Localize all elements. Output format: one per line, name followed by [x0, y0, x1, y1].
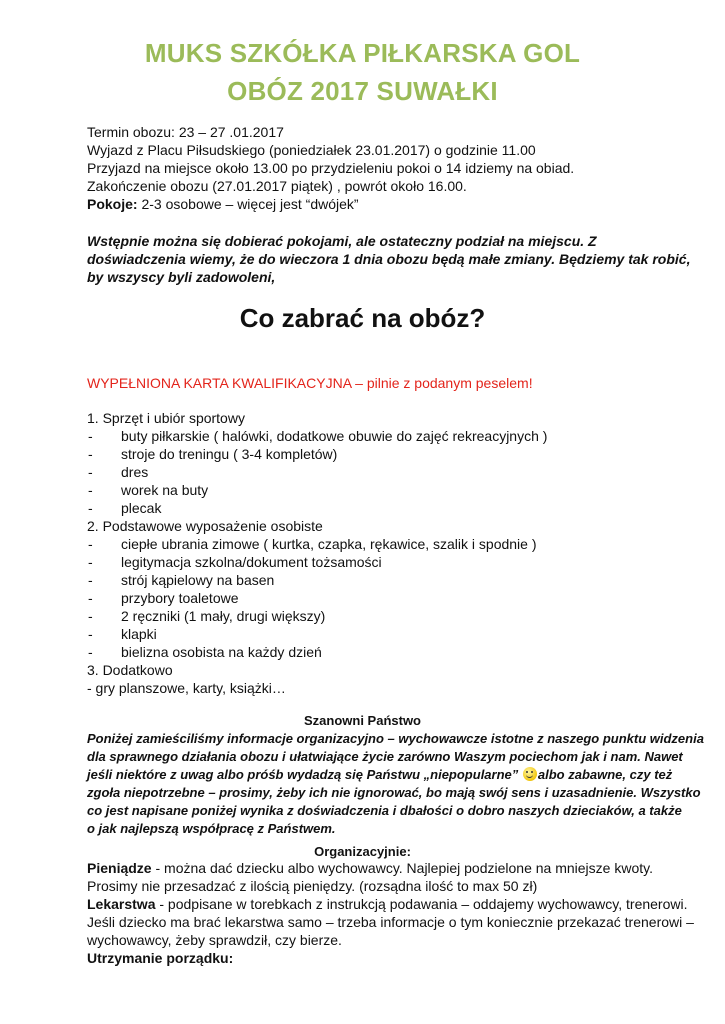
list-dash: -: [88, 590, 93, 606]
meds-label: Lekarstwa: [87, 896, 156, 912]
list-dash: -: [88, 626, 93, 642]
list-dash: -: [88, 482, 93, 498]
org-meds: [87, 896, 688, 913]
info-termin: Termin obozu: 23 – 27 .01.2017: [87, 124, 284, 140]
info-przyjazd: Przyjazd na miejsce około 13.00 po przydzieleniu pokoi o 14 idziemy na obiad.: [87, 160, 575, 176]
list-dash: -: [88, 446, 93, 462]
org-meds-2: Jeśli dziecko ma brać lekarstwa samo – trzeba informacje o tym koniecznie przekazać trenerowi –: [87, 914, 694, 930]
list-dash: -: [88, 644, 93, 660]
meds-text: - podpisane w torebkach z instrukcją podawania – oddajemy wychowawcy, trenerowi.: [155, 896, 688, 912]
list-item: przybory toaletowe: [121, 590, 239, 606]
card-notice: WYPEŁNIONA KARTA KWALIFIKACYJNA – pilnie z podanym peselem!: [87, 375, 533, 391]
list-dash: -: [88, 572, 93, 588]
letter-greeting: Szanowni Państwo: [303, 713, 421, 728]
letter-line-6: o jak najlepszą współpracę z Państwem.: [87, 821, 336, 836]
smiley-icon: [523, 767, 537, 781]
title-line-2: OBÓZ 2017 SUWAŁKI: [227, 76, 498, 106]
note-line-2: doświadczenia wiemy, że do wieczora 1 dnia obozu będą małe zmiany. Będziemy tak robić,: [87, 251, 691, 267]
list-item: klapki: [121, 626, 157, 642]
list-item: strój kąpielowy na basen: [121, 572, 275, 588]
org-money-2: Prosimy nie przesadzać z ilością pieniędzy. (rozsądna ilość to max 50 zł): [87, 878, 538, 894]
org-title: Organizacyjnie:: [314, 844, 411, 859]
list-item: dres: [121, 464, 149, 480]
org-order-label: Utrzymanie porządku:: [87, 950, 234, 966]
info-wyjazd: Wyjazd z Placu Piłsudskiego (poniedziałek 23.01.2017) o godzinie 11.00: [87, 142, 536, 158]
title-line-1: MUKS SZKÓŁKA PIŁKARSKA GOL: [144, 38, 581, 68]
list-item: stroje do treningu ( 3-4 kompletów): [121, 446, 338, 462]
list-item: 2 ręczniki (1 mały, drugi większy): [121, 608, 326, 624]
letter-line-3-start: jeśli niektóre z uwag albo próśb wydadzą się Państwu „niepopularne”: [87, 767, 522, 782]
list-dash: -: [88, 608, 93, 624]
list-item: bielizna osobista na każdy dzień: [121, 644, 322, 660]
list-item: ciepłe ubrania zimowe ( kurtka, czapka, rękawice, szalik i spodnie ): [121, 536, 537, 552]
note-line-1: Wstępnie można się dobierać pokojami, ale ostateczny podział na miejscu. Z: [87, 233, 597, 249]
list-dash: -: [88, 554, 93, 570]
section-sport-title: 1. Sprzęt i ubiór sportowy: [87, 410, 245, 426]
list-dash: -: [88, 428, 93, 444]
section-extra-item: - gry planszowe, karty, książki…: [87, 680, 286, 696]
letter-line-2: dla sprawnego działania obozu i ułatwiające życie zarówno Waszym pociechom jak i nam. Nawet: [87, 749, 683, 764]
note-line-3: by wszyscy byli zadowoleni,: [87, 269, 276, 285]
org-meds-3: wychowawcy, żeby sprawdził, czy bierze.: [87, 932, 342, 948]
section-basic-title: 2. Podstawowe wyposażenie osobiste: [87, 518, 323, 534]
money-label: Pieniądze: [87, 860, 152, 876]
letter-line-1: Poniżej zamieściliśmy informacje organizacyjno – wychowawcze istotne z naszego punktu widzenia: [87, 731, 704, 746]
pokoje-label: Pokoje:: [87, 196, 138, 212]
letter-line-5: co jest napisane poniżej wynika z doświadczenia i dbałości o dobro naszych dzieciaków, a także: [87, 803, 682, 818]
letter-line-3: [87, 766, 672, 783]
info-zakonczenie: Zakończenie obozu (27.01.2017 piątek) , powrót około 16.00.: [87, 178, 467, 194]
letter-line-4: zgoła niepotrzebne – prosimy, żeby ich nie ignorować, bo mają swój sens i uzasadnienie. Wszystko: [87, 785, 701, 800]
list-dash: -: [88, 464, 93, 480]
info-pokoje: [87, 196, 359, 213]
money-text: - można dać dziecku albo wychowawcy. Najlepiej podzielone na mniejsze kwoty.: [151, 860, 653, 876]
list-dash: -: [88, 536, 93, 552]
main-heading: Co zabrać na obóz?: [239, 303, 486, 333]
section-extra-title: 3. Dodatkowo: [87, 662, 173, 678]
list-item: worek na buty: [121, 482, 209, 498]
list-item: buty piłkarskie ( halówki, dodatkowe obuwie do zajęć rekreacyjnych ): [121, 428, 548, 444]
letter-line-3-end: albo zabawne, czy też: [537, 767, 673, 782]
pokoje-value: 2-3 osobowe – więcej jest “dwójek”: [137, 196, 359, 212]
org-money: [87, 860, 653, 877]
list-item: plecak: [121, 500, 162, 516]
list-item: legitymacja szkolna/dokument tożsamości: [121, 554, 382, 570]
list-dash: -: [88, 500, 93, 516]
